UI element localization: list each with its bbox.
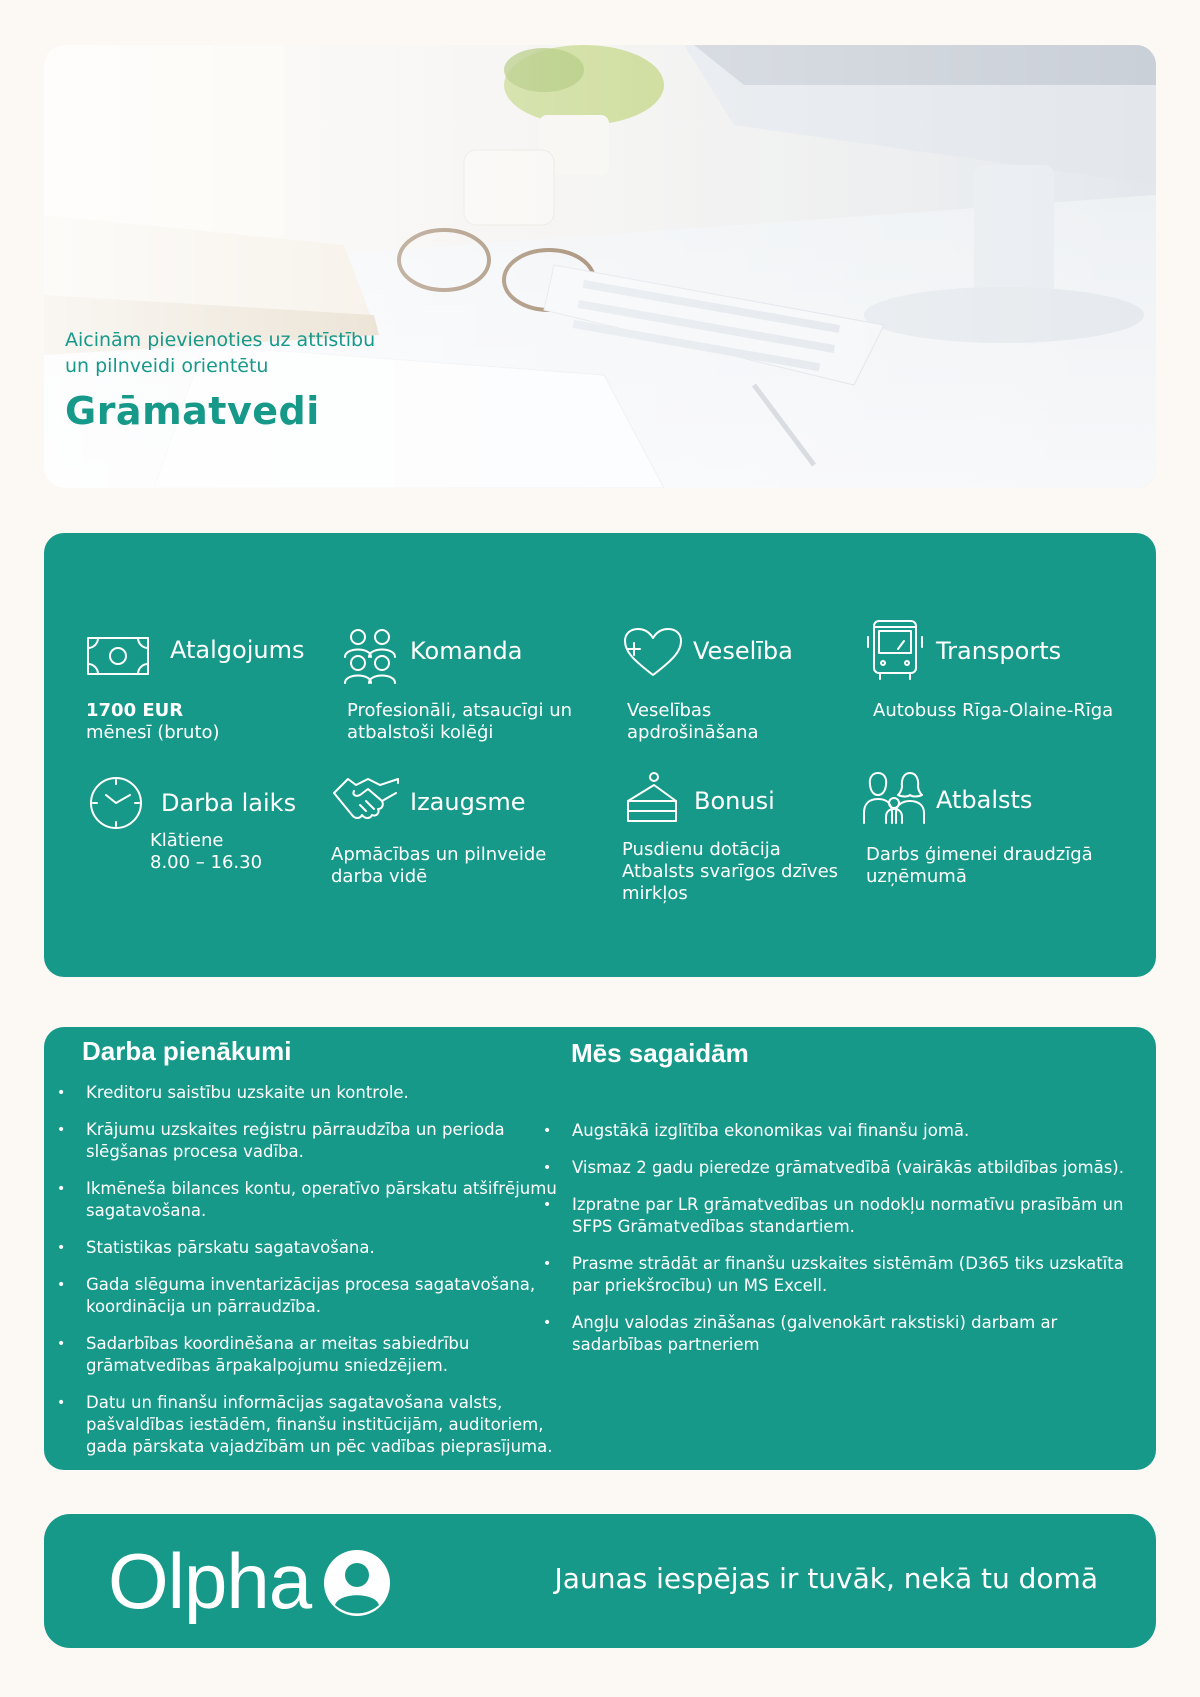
logo-person-icon — [322, 1548, 392, 1618]
handshake-icon — [332, 775, 400, 831]
benefit-desc — [86, 700, 220, 744]
job-details-panel — [44, 1027, 1156, 1470]
list-item: • Krājumu uzskaites reģistru pārraudzība un perioda slēgšanas procesa vadība. — [57, 1119, 577, 1163]
list-item: • Izpratne par LR grāmatvedības un nodokļu normatīvu prasībām un SFPS Grāmatvedības standartiem. — [543, 1194, 1133, 1238]
benefit-desc: Darbs ģimenei draudzīgā uzņēmumā — [866, 844, 1093, 887]
work-mode: Klātiene — [150, 830, 224, 851]
list-item: • Prasme strādāt ar finanšu uzskaites sistēmām (D365 tiks uzskatīta par priekšrocību) un MS Excell. — [543, 1253, 1133, 1297]
list-item: • Kreditoru saistību uzskaite un kontrole. — [57, 1082, 577, 1104]
list-item: • Ikmēneša bilances kontu, operatīvo pārskatu atšifrējumu sagatavošana. — [57, 1178, 577, 1222]
benefit-desc — [150, 830, 262, 874]
bonus-support: Atbalsts svarīgos dzīves mirkļos — [622, 861, 839, 904]
clock-icon — [88, 775, 144, 835]
bus-icon — [866, 619, 924, 685]
list-item: • Gada slēguma inventarizācijas procesa sagatavošana, koordinācija un pārraudzība. — [57, 1274, 577, 1318]
money-icon — [86, 636, 150, 680]
logo-wordmark: Olpha — [108, 1537, 312, 1625]
work-hours: 8.00 – 16.30 — [150, 852, 263, 873]
job-title: Grāmatvedi — [65, 389, 320, 433]
benefit-label: Veselība — [693, 637, 793, 665]
hero-banner — [44, 45, 1156, 488]
benefit-label: Izaugsme — [410, 788, 526, 816]
list-item: • Datu un finanšu informācijas sagatavošana valsts, pašvaldības iestādēm, finanšu institūcijām, auditoriem, gada pārskata vajadzībām un pēc vadības pieprasījuma. — [57, 1392, 577, 1458]
footer-tagline: Jaunas iespējas ir tuvāk, nekā tu domā — [554, 1562, 1098, 1595]
family-icon — [862, 769, 928, 831]
benefit-desc: Apmācības un pilnveide darba vidē — [331, 844, 547, 887]
benefit-desc: Veselības apdrošināšana — [627, 700, 759, 743]
benefit-desc — [622, 839, 852, 905]
heart-icon — [622, 627, 684, 683]
benefits-panel — [44, 533, 1156, 977]
benefit-label: Atbalsts — [936, 786, 1033, 814]
benefit-label: Atalgojums — [170, 636, 305, 664]
list-item: • Sadarbības koordinēšana ar meitas sabiedrību grāmatvedības ārpakalpojumu sniedzējiem. — [57, 1333, 577, 1377]
list-item: • Vismaz 2 gadu pieredze grāmatvedībā (vairākās atbildības jomās). — [543, 1157, 1133, 1179]
footer-banner — [44, 1514, 1156, 1648]
salary-period: mēnesī (bruto) — [86, 722, 220, 743]
salary-amount: 1700 EUR — [86, 700, 184, 721]
team-icon — [342, 627, 398, 689]
benefit-label: Transports — [936, 637, 1062, 665]
benefit-label: Bonusi — [694, 787, 775, 815]
requirements-list — [543, 1120, 1133, 1356]
requirements-title: Mēs sagaidām — [571, 1038, 749, 1068]
list-item: • Angļu valodas zināšanas (galvenokārt rakstiski) darbam ar sadarbības partneriem — [543, 1312, 1133, 1356]
benefit-desc: Autobuss Rīga-Olaine-Rīga — [873, 700, 1114, 721]
duties-title: Darba pienākumi — [82, 1036, 292, 1066]
hero-intro: Aicinām pievienoties uz attīstību un pilnveidi orientētu — [65, 329, 376, 377]
benefit-label: Komanda — [410, 637, 523, 665]
list-item: • Statistikas pārskatu sagatavošana. — [57, 1237, 577, 1259]
benefit-desc: Profesionāli, atsaucīgi un atbalstoši kolēģi — [347, 700, 573, 743]
benefit-label: Darba laiks — [161, 789, 297, 817]
cake-icon — [624, 771, 680, 829]
duties-list — [57, 1082, 577, 1458]
list-item: • Augstākā izglītība ekonomikas vai finanšu jomā. — [543, 1120, 1133, 1142]
bonus-lunch: Pusdienu dotācija — [622, 839, 781, 860]
